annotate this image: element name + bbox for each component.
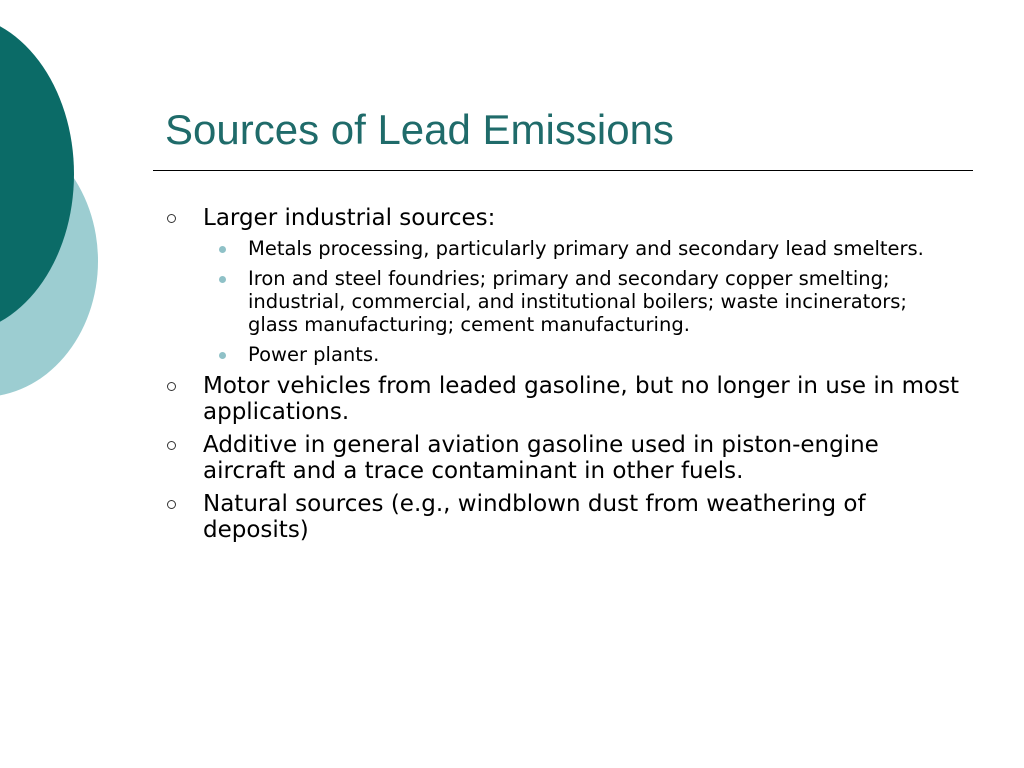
hollow-circle-bullet-icon bbox=[167, 214, 176, 223]
slide-title: Sources of Lead Emissions bbox=[165, 106, 674, 153]
sub-bullet-item bbox=[203, 267, 963, 336]
sub-bullet-text: Power plants. bbox=[248, 343, 380, 366]
bullet-item bbox=[163, 373, 963, 425]
bullet-text: Motor vehicles from leaded gasoline, but no longer in use in most applications. bbox=[203, 373, 960, 425]
bullet-list bbox=[163, 205, 963, 550]
title-divider bbox=[153, 170, 973, 171]
dot-bullet-icon bbox=[219, 246, 226, 253]
dot-bullet-icon bbox=[219, 352, 226, 359]
sub-bullet-item bbox=[203, 237, 963, 260]
bullet-text: Natural sources (e.g., windblown dust from weathering of deposits) bbox=[203, 491, 866, 543]
bullet-text: Additive in general aviation gasoline used in piston-engine aircraft and a trace contaminant in other fuels. bbox=[203, 432, 879, 484]
bullet-item bbox=[163, 491, 963, 543]
sub-bullet-list bbox=[203, 237, 963, 366]
hollow-circle-bullet-icon bbox=[167, 441, 176, 450]
hollow-circle-bullet-icon bbox=[167, 500, 176, 509]
bullet-text: Larger industrial sources: bbox=[203, 205, 496, 231]
dot-bullet-icon bbox=[219, 276, 226, 283]
hollow-circle-bullet-icon bbox=[167, 382, 176, 391]
bullet-item bbox=[163, 205, 963, 366]
sub-bullet-text: Metals processing, particularly primary and secondary lead smelters. bbox=[248, 237, 924, 260]
bullet-item bbox=[163, 432, 963, 484]
sub-bullet-item bbox=[203, 343, 963, 366]
sub-bullet-text: Iron and steel foundries; primary and secondary copper smelting; industrial, commercial, and institutional boilers; waste incinerators; glass manufacturing; cement manufacturing. bbox=[248, 267, 908, 336]
